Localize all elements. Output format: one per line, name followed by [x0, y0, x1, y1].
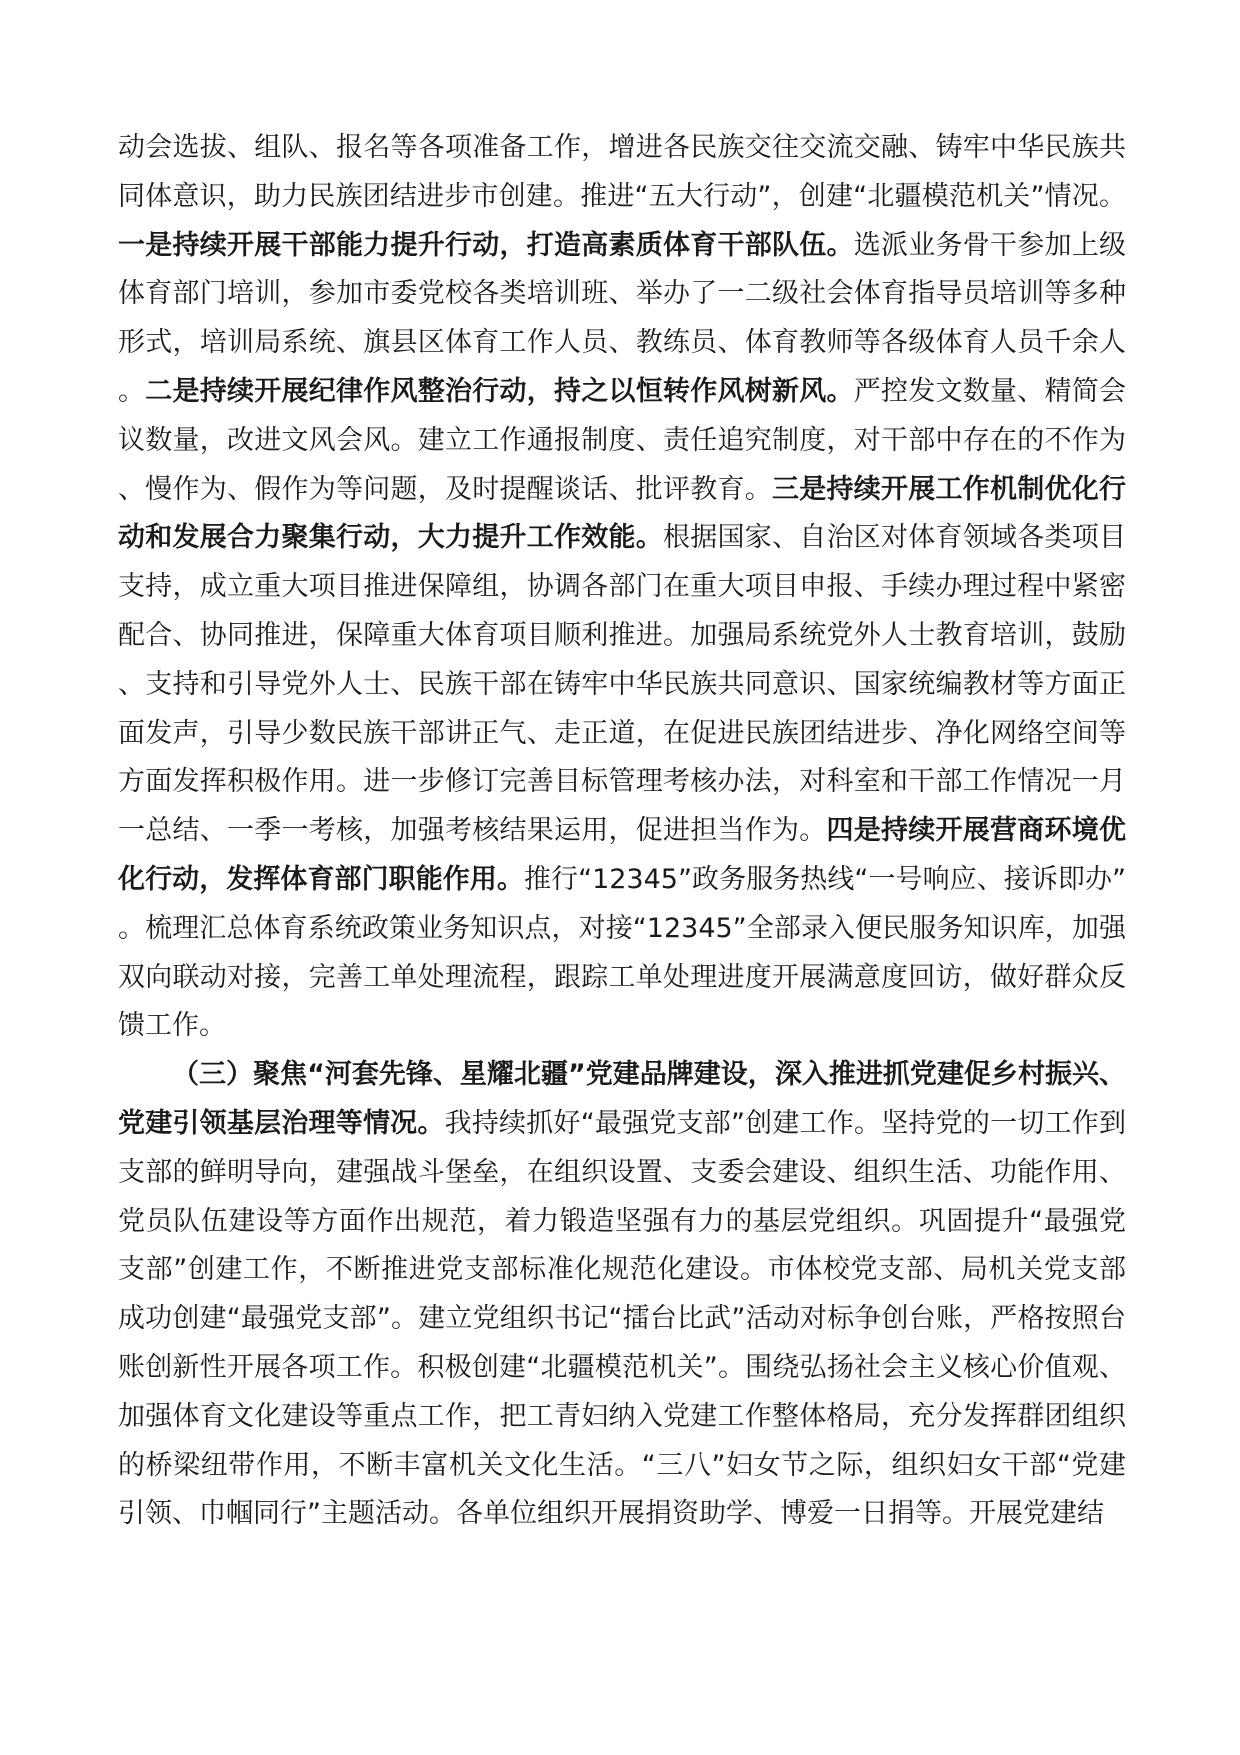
body-text: 根据国家、自治区对体育领域各类项目支持，成立重大项目推进保障组，协调各部门在重大项目申报、手续办理过程中紧密配合、协同推进，保障重大体育项目顺利推进。加强局系统党外人士教育培训，鼓励、支持和引导党外人士、民族干部在铸牢中华民族共同意识、国家统编教材等方面正面发声，引导少数民族干部讲正气、走正道，在促进民族团结进步、净化网络空间等方面发挥积极作用。进一步修订完善目标管理考核办法，对科室和干部工作情况一月一总结、一季一考核，加强考核结果运用，促进担当作为。	[118, 522, 1126, 847]
document-page	[118, 124, 1126, 1539]
body-paragraph-2	[118, 1051, 1126, 1539]
body-text: 动会选拔、组队、报名等各项准备工作，增进各民族交往交流交融、铸牢中华民族共同体意识，助力民族团结进步市创建。推进“五大行动”，创建“北疆模范机关”情况。	[118, 132, 1126, 212]
bold-heading-text: 四是持续开展营商环境优化行动，发挥体育部门职能作用。	[118, 815, 1126, 895]
section-heading-text: （三）聚焦“河套先锋、星耀北疆”党建品牌建设，深入推进抓党建促乡村振兴、党建引领基层治理等情况。	[118, 1059, 1126, 1139]
body-paragraph-1	[118, 124, 1126, 1051]
body-text: 我持续抓好“最强党支部”创建工作。坚持党的一切工作到支部的鲜明导向，建强战斗堡垒，在组织设置、支委会建设、组织生活、功能作用、党员队伍建设等方面作出规范，着力锻造坚强有力的基层党组织。巩固提升“最强党支部”创建工作，不断推进党支部标准化规范化建设。市体校党支部、局机关党支部成功创建“最强党支部”。建立党组织书记“擂台比武”活动对标争创台账，严格按照台账创新性开展各项工作。积极创建“北疆模范机关”。围绕弘扬社会主义核心价值观、加强体育文化建设等重点工作，把工青妇纳入党建工作整体格局，充分发挥群团组织的桥梁纽带作用，不断丰富机关文化生活。“三八”妇女节之际，组织妇女干部“党建引领、巾帼同行”主题活动。各单位组织开展捐资助学、博爱一日捐等。开展党建结	[118, 1107, 1126, 1530]
body-text: 严控发文数量、精简会议数量，改进文风会风。建立工作通报制度、责任追究制度，对干部中存在的不作为、慢作为、假作为等问题，及时提醒谈话、批评教育。	[118, 375, 1126, 505]
bold-heading-text: 二是持续开展纪律作风整治行动，持之以恒转作风树新风。	[145, 375, 854, 407]
bold-heading-text: 一是持续开展干部能力提升行动，打造高素质体育干部队伍。	[118, 229, 854, 261]
body-text: 推行“12345”政务服务热线“一号响应、接诉即办”。梳理汇总体育系统政策业务知识点，对接“12345”全部录入便民服务知识库，加强双向联动对接，完善工单处理流程，跟踪工单处理进度开展满意度回访，做好群众反馈工作。	[118, 863, 1126, 1042]
bold-heading-text: 三是持续开展工作机制优化行动和发展合力聚集行动，大力提升工作效能。	[118, 473, 1126, 554]
body-text: 选派业务骨干参加上级体育部门培训，参加市委党校各类培训班、举办了一二级社会体育指导员培训等多种形式，培训局系统、旗县区体育工作人员、教练员、体育教师等各级体育人员千余人。	[118, 229, 1126, 407]
